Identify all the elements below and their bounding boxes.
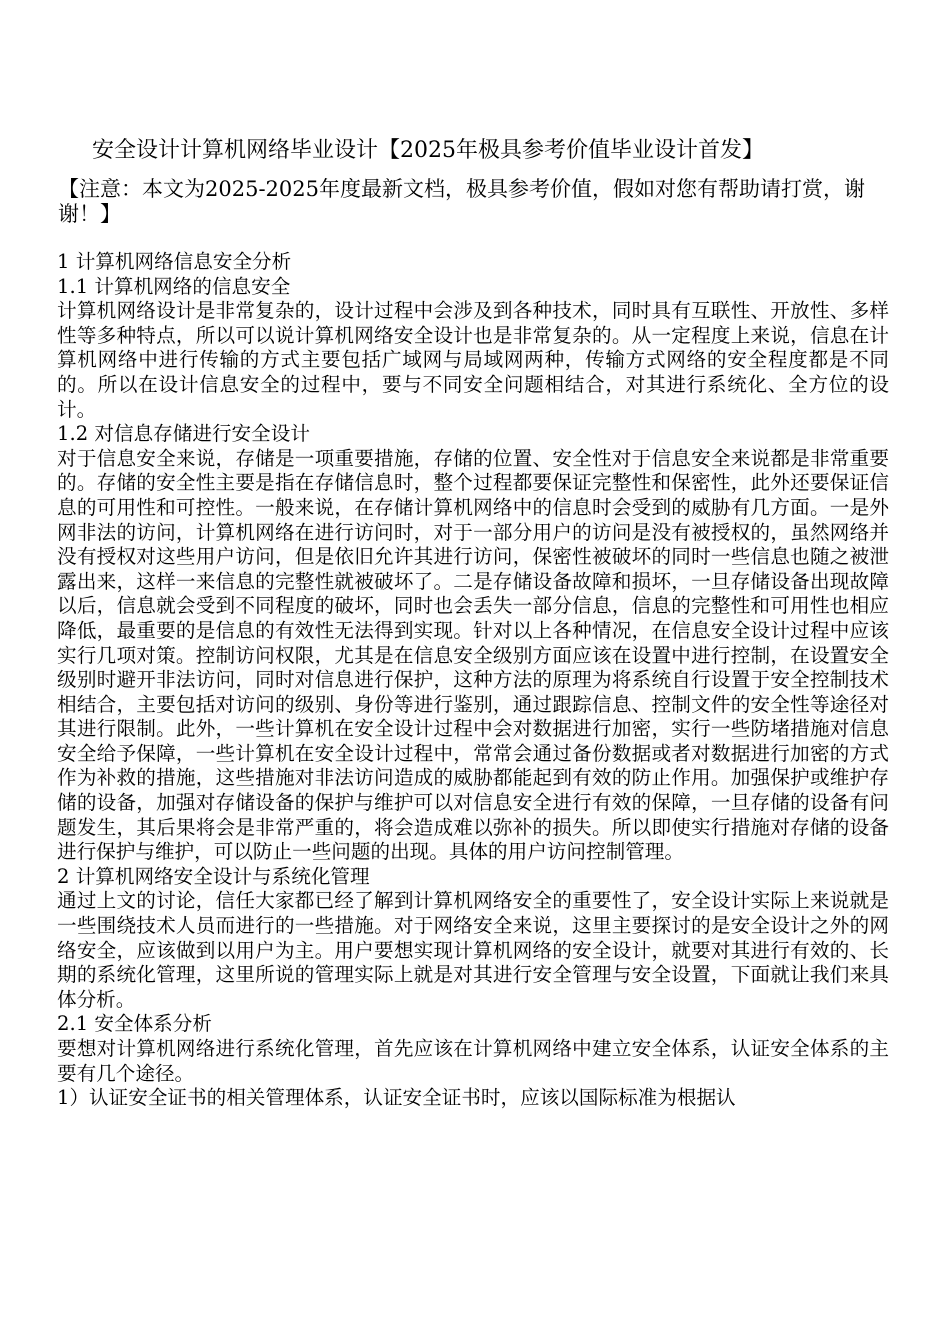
section-heading-2: 2 计算机网络安全设计与系统化管理 <box>57 864 370 888</box>
section-heading-1-2: 1.2 对信息存储进行安全设计 <box>57 422 310 446</box>
document-title: 安全设计计算机网络毕业设计【2025年极具参考价值毕业设计首发】 <box>92 138 764 163</box>
paragraph-2: 通过上文的讨论，信任大家都已经了解到计算机网络安全的重要性了，安全设计实际上来说就是一些围绕技术人员而进行的一些措施。对于网络安全来说，这里主要探讨的是安全设计之外的网络安全，应该做到以用户为主。用户要想实现计算机网络的安全设计，就要对其进行有效的、长期的系统化管理，这里所说的管理实际上就是对其进行安全管理与安全设置，下面就让我们来具体分析。 <box>57 889 889 1011</box>
document-body <box>57 250 889 1111</box>
section-heading-1-1: 1.1 计算机网络的信息安全 <box>57 274 291 298</box>
paragraph-1-2: 对于信息安全来说，存储是一项重要措施，存储的位置、安全性对于信息安全来说都是非常重要的。存储的安全性主要是指在存储信息时，整个过程都要保证完整性和保密性，此外还要保证信息的可用性和可控性。一般来说，在存储计算机网络中的信息时会受到的威胁有几方面。一是外网非法的访问，计算机网络在进行访问时，对于一部分用户的访问是没有被授权的，虽然网络并没有授权对这些用户访问，但是依旧允许其进行访问，保密性被破坏的同时一些信息也随之被泄露出来，这样一来信息的完整性就被破坏了。二是存储设备故障和损坏，一旦存储设备出现故障以后，信息就会受到不同程度的破坏，同时也会丢失一部分信息，信息的完整性和可用性也相应降低，最重要的是信息的有效性无法得到实现。针对以上各种情况，在信息安全设计过程中应该实行几项对策。控制访问权限，尤其是在信息安全级别方面应该在设置中进行控制，在设置安全级别时避开非法访问，同时对信息进行保护，这种方法的原理为将系统自行设置于安全控制技术相结合，主要包括对访问的级别、身份等进行鉴别，通过跟踪信息、控制文件的安全性等途径对其进行限制。此外，一些计算机在安全设计过程中会对数据进行加密，实行一些防堵措施对信息安全给予保障，一些计算机在安全设计过程中，常常会通过备份数据或者对数据进行加密的方式作为补救的措施，这些措施对非法访问造成的威胁都能起到有效的防止作用。加强保护或维护存储的设备，加强对存储设备的保护与维护可以对信息安全进行有效的保障，一旦存储的设备有问题发生，其后果将会是非常严重的，将会造成难以弥补的损失。所以即使实行措施对存储的设备进行保护与维护，可以防止一些问题的出现。具体的用户访问控制管理。 <box>57 446 889 864</box>
section-heading-1: 1 计算机网络信息安全分析 <box>57 250 292 273</box>
notice-text: 【注意：本文为2025-2025年度最新文档，极具参考价值，假如对您有帮助请打赏，谢谢！】 <box>58 177 865 226</box>
list-item-2-1-1: 1）认证安全证书的相关管理体系，认证安全证书时，应该以国际标准为根据认 <box>57 1086 736 1110</box>
paragraph-1-1: 计算机网络设计是非常复杂的，设计过程中会涉及到各种技术，同时具有互联性、开放性、多样性等多种特点，所以可以说计算机网络安全设计也是非常复杂的。从一定程度上来说，信息在计算机网络中进行传输的方式主要包括广域网与局域网两种，传输方式网络的安全程度都是不同的。所以在设计信息安全的过程中，要与不同安全问题相结合，对其进行系统化、全方位的设计。 <box>57 299 889 421</box>
section-heading-2-1: 2.1 安全体系分析 <box>57 1012 212 1036</box>
paragraph-2-1: 要想对计算机网络进行系统化管理，首先应该在计算机网络中建立安全体系，认证安全体系的主要有几个途径。 <box>57 1037 889 1085</box>
